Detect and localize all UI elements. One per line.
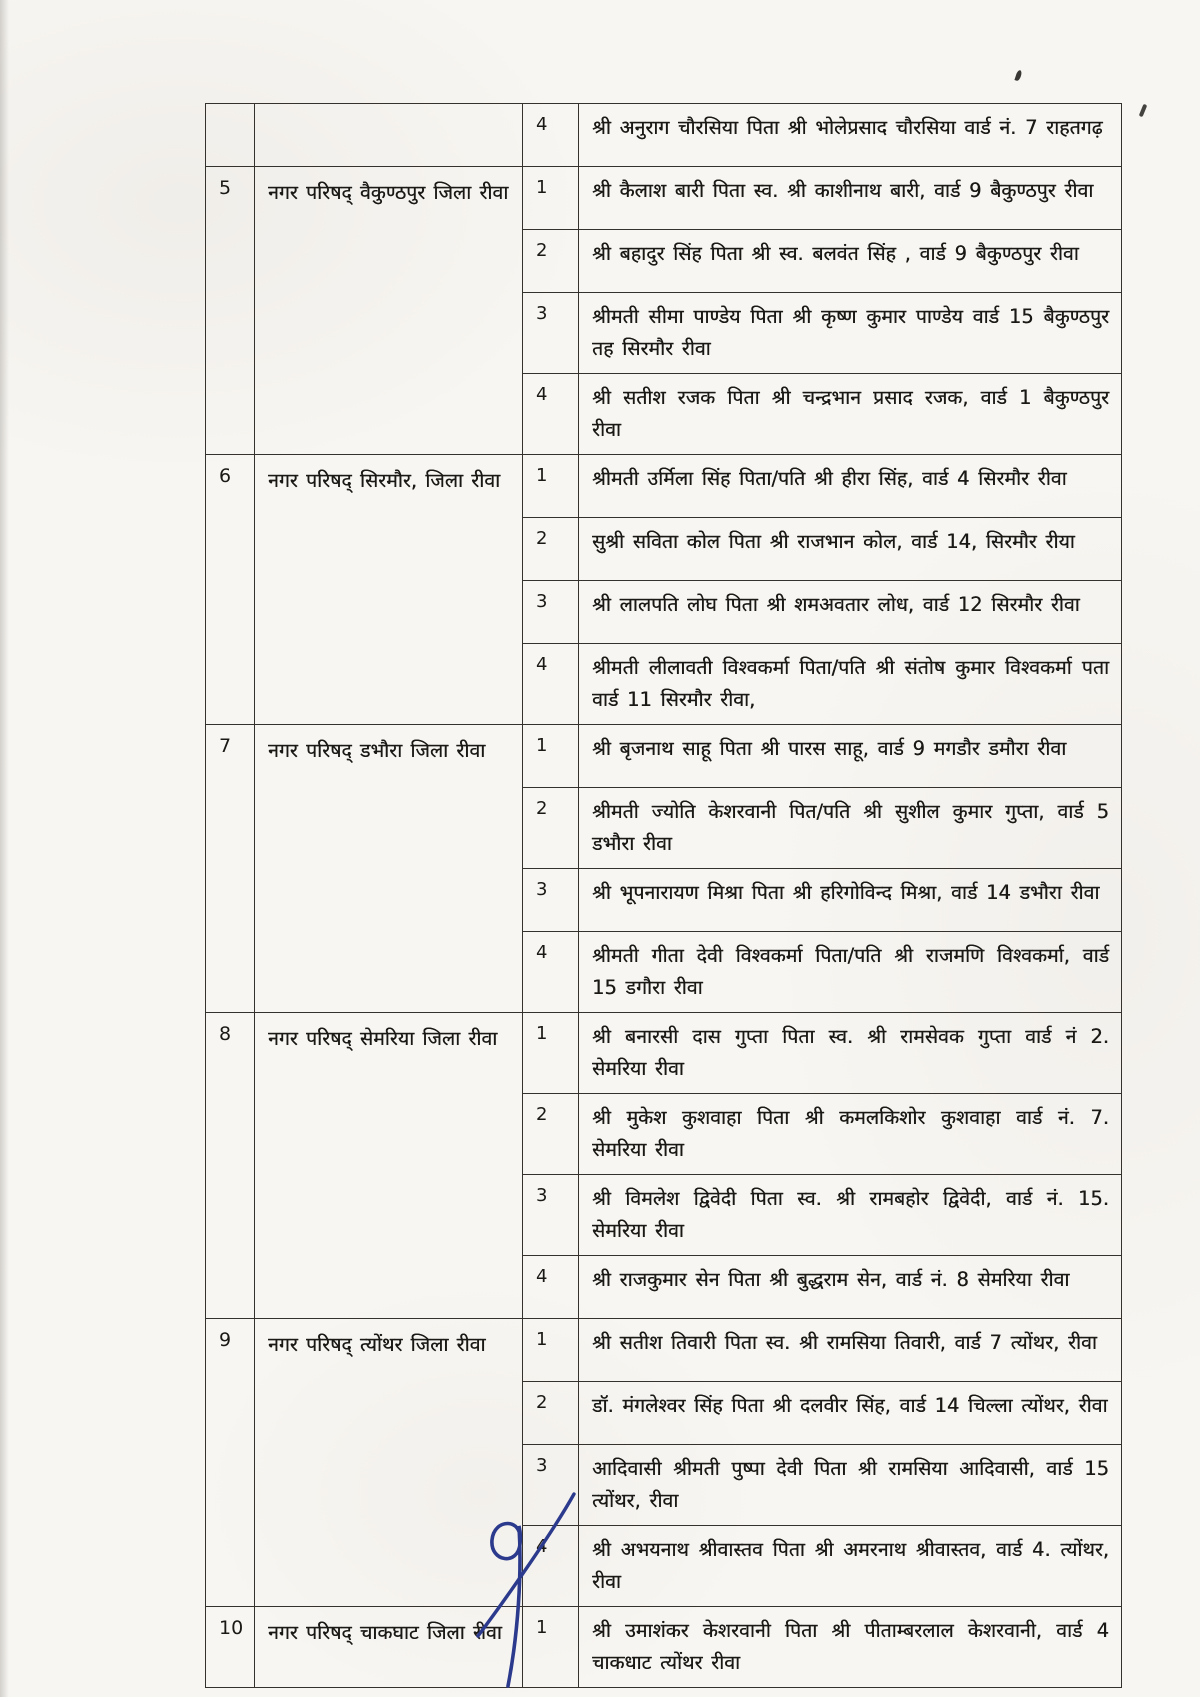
member-number-cell: 3 [523,1445,579,1525]
member-details-cell: श्री मुकेश कुशवाहा पिता श्री कमलकिशोर कुशवाहा वार्ड नं. 7. सेमरिया रीवा [592,1106,1109,1161]
member-row [523,1319,1121,1381]
member-details-cell: सुश्री सविता कोल पिता श्री राजभान कोल, वार्ड 14, सिरमौर रीया [592,530,1075,553]
member-details-cell: डॉ. मंगलेश्वर सिंह पिता श्री दलवीर सिंह, वार्ड 14 चिल्ला त्योंथर, रीवा [592,1394,1108,1417]
member-row [523,1444,1121,1525]
serial-number-cell: 5 [206,167,255,454]
member-details-cell: श्रीमती गीता देवी विश्वकर्मा पिता/पति श्री राजमणि विश्वकर्मा, वार्ड 15 डगौरा रीवा [592,944,1109,999]
council-name-cell: नगर परिषद् डभौरा जिला रीवा [255,725,523,1012]
member-details-cell: श्री बहादुर सिंह पिता श्री स्व. बलवंत सिंह , वार्ड 9 बैकुण्ठपुर रीवा [592,242,1079,265]
member-details-cell: श्री सतीश रजक पिता श्री चन्द्रभान प्रसाद रजक, वार्ड 1 बैकुण्ठपुर रीवा [592,386,1109,441]
member-details-cell: श्रीमती उर्मिला सिंह पिता/पति श्री हीरा सिंह, वार्ड 4 सिरमौर रीवा [592,467,1067,490]
member-number-cell: 4 [523,1526,579,1606]
member-number-cell: 1 [523,1607,579,1687]
council-row [206,104,1121,166]
ink-speck [1139,104,1148,118]
member-number-cell: 1 [523,167,579,229]
member-number-cell: 1 [523,1319,579,1381]
member-details-cell: श्रीमती ज्योति केशरवानी पित/पति श्री सुशील कुमार गुप्ता, वार्ड 5 डभौरा रीवा [592,800,1109,855]
serial-number-cell: 10 [206,1607,255,1687]
member-details-cell: आदिवासी श्रीमती पुष्पा देवी पिता श्री रामसिया आदिवासी, वार्ड 15 त्योंथर, रीवा [592,1457,1109,1512]
member-row [523,1525,1121,1606]
member-row [523,1013,1121,1093]
council-row [206,724,1121,1012]
member-row [523,517,1121,580]
member-details-cell: श्री अभयनाथ श्रीवास्तव पिता श्री अमरनाथ श्रीवास्तव, वार्ड 4. त्योंथर, रीवा [592,1538,1109,1593]
council-name-cell [255,104,523,166]
member-row [523,725,1121,787]
council-table [205,103,1122,1688]
member-row [523,580,1121,643]
member-row [523,373,1121,454]
member-details-cell: श्री राजकुमार सेन पिता श्री बुद्धराम सेन, वार्ड नं. 8 सेमरिया रीवा [592,1268,1070,1291]
council-name-cell: नगर परिषद् वैकुण्ठपुर जिला रीवा [255,167,523,454]
council-row [206,1318,1121,1606]
members-column [523,1607,1121,1687]
member-number-cell: 1 [523,1013,579,1093]
member-row [523,1093,1121,1174]
council-row [206,1012,1121,1318]
member-number-cell: 2 [523,230,579,292]
council-row [206,454,1121,724]
member-number-cell: 4 [523,932,579,1012]
member-row [523,292,1121,373]
member-number-cell: 2 [523,1382,579,1444]
member-number-cell: 3 [523,869,579,931]
member-details-cell: श्री सतीश तिवारी पिता स्व. श्री रामसिया तिवारी, वार्ड 7 त्योंथर, रीवा [592,1331,1097,1354]
member-details-cell: श्रीमती सीमा पाण्डेय पिता श्री कृष्ण कुमार पाण्डेय वार्ड 15 बैकुण्ठपुर तह सिरमौर रीवा [592,305,1109,360]
member-details-cell: श्री भूपनारायण मिश्रा पिता श्री हरिगोविन्द मिश्रा, वार्ड 14 डभौरा रीवा [592,881,1100,904]
member-row [523,167,1121,229]
member-number-cell: 3 [523,293,579,373]
member-number-cell: 4 [523,1256,579,1318]
council-row [206,1606,1121,1687]
serial-number-cell: 6 [206,455,255,724]
member-details-cell: श्रीमती लीलावती विश्वकर्मा पिता/पति श्री संतोष कुमार विश्वकर्मा पता वार्ड 11 सिरमौर रीवा, [592,656,1109,711]
members-column [523,104,1121,166]
serial-number-cell [206,104,255,166]
council-name-cell: नगर परिषद् सेमरिया जिला रीवा [255,1013,523,1318]
council-row [206,166,1121,454]
serial-number-cell: 7 [206,725,255,1012]
council-name-cell: नगर परिषद् त्योंथर जिला रीवा [255,1319,523,1606]
member-row [523,643,1121,724]
members-column [523,725,1121,1012]
member-details-cell: श्री विमलेश द्विवेदी पिता स्व. श्री रामबहोर द्विवेदी, वार्ड नं. 15. सेमरिया रीवा [592,1187,1109,1242]
member-row [523,455,1121,517]
member-row [523,1174,1121,1255]
members-column [523,167,1121,454]
handwritten-signature [462,1478,592,1693]
serial-number-cell: 8 [206,1013,255,1318]
members-column [523,1013,1121,1318]
members-column [523,455,1121,724]
member-details-cell: श्री लालपति लोघ पिता श्री शमअवतार लोध, वार्ड 12 सिरमौर रीवा [592,593,1080,616]
member-number-cell: 1 [523,725,579,787]
ink-speck [1014,69,1022,81]
member-number-cell: 2 [523,788,579,868]
member-row [523,1607,1121,1687]
member-number-cell: 3 [523,581,579,643]
member-details-cell: श्री उमाशंकर केशरवानी पिता श्री पीताम्बरलाल केशरवानी, वार्ड 4 चाकधाट त्योंथर रीवा [592,1619,1109,1674]
member-row [523,104,1121,166]
serial-number-cell: 9 [206,1319,255,1606]
member-row [523,787,1121,868]
member-number-cell: 2 [523,518,579,580]
member-row [523,868,1121,931]
council-name-cell: नगर परिषद् चाकघाट जिला रीवा [255,1607,523,1687]
member-details-cell: श्री बृजनाथ साहू पिता श्री पारस साहू, वार्ड 9 मगडौर डमौरा रीवा [592,737,1067,760]
member-row [523,229,1121,292]
member-number-cell: 4 [523,104,579,166]
members-column [523,1319,1121,1606]
member-number-cell: 3 [523,1175,579,1255]
member-number-cell: 2 [523,1094,579,1174]
member-row [523,931,1121,1012]
member-details-cell: श्री कैलाश बारी पिता स्व. श्री काशीनाथ बारी, वार्ड 9 बैकुण्ठपुर रीवा [592,179,1094,202]
member-number-cell: 1 [523,455,579,517]
member-details-cell: श्री अनुराग चौरसिया पिता श्री भोलेप्रसाद चौरसिया वार्ड नं. 7 राहतगढ़ [592,116,1103,139]
member-row [523,1381,1121,1444]
member-number-cell: 4 [523,644,579,724]
member-details-cell: श्री बनारसी दास गुप्ता पिता स्व. श्री रामसेवक गुप्ता वार्ड नं 2. सेमरिया रीवा [592,1025,1109,1080]
council-name-cell: नगर परिषद् सिरमौर, जिला रीवा [255,455,523,724]
member-row [523,1255,1121,1318]
member-number-cell: 4 [523,374,579,454]
